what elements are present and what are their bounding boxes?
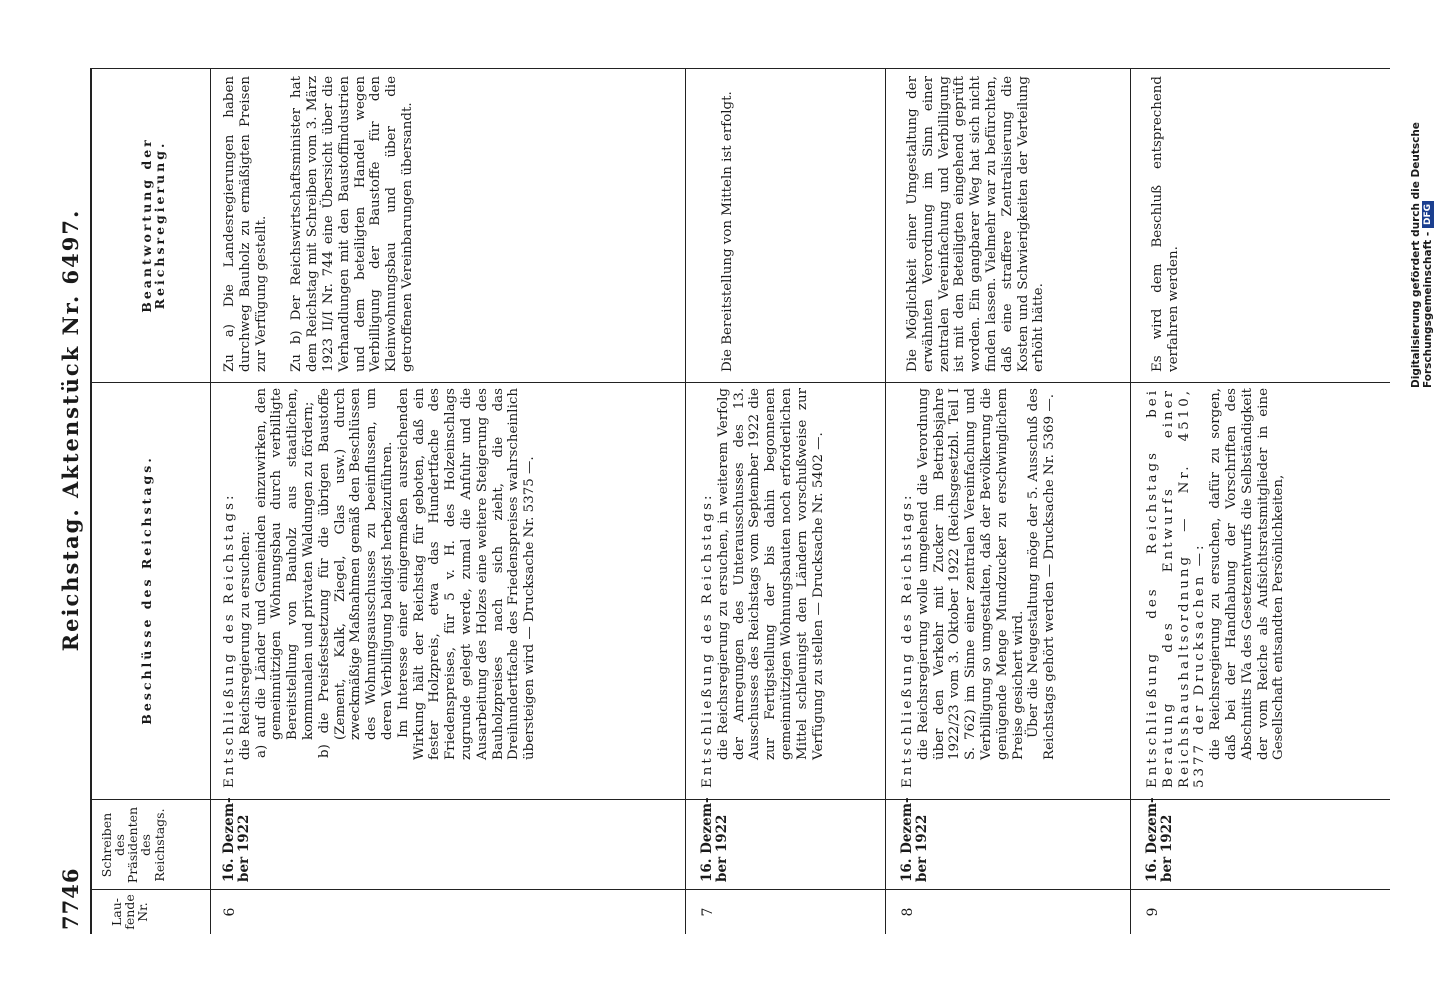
page-number: 7746 xyxy=(58,867,83,930)
table-right-rule xyxy=(90,68,1390,69)
resolution-lead: Entschließung des Reichstags: xyxy=(222,492,237,788)
government-answer: Die Möglichkeit einer Umgestaltung der erwähnten Verordnung im Sinn einer zentralen Vereinfachung und Verbilligung ist mit den Beteiligten eingehend geprüft worden. Ein gangbarer Weg hat sich nicht finden lassen. Vielmehr war zu befürchten, daß eine straffere Zentralisierung die Kosten und Schwierigkeiten der Verteilung erhöht hätte. xyxy=(905,76,1047,372)
row-date: 16. Dezem- ber 1922 xyxy=(699,797,730,882)
col-divider-1 xyxy=(90,889,1390,890)
government-answer xyxy=(222,76,436,372)
page-title: Reichstag. Aktenstück Nr. 6497. xyxy=(58,208,83,652)
col-divider-3 xyxy=(90,382,1390,383)
resolution-paragraph: Im Interesse einer einigermaßen ausreichenden Wirkung hält der Reichstag für geboten, daß ein fester Holzpreis, etwa das Hundertfache des Friedenspreises, für 5 v. H. des Holzeinschlags zugrunde gelegt werde, zumal die Anfuhr und die Ausarbeitung des Holzes eine weitere Steigerung des Bauholzpreises nach sich zieht, die das Dreihundertfache des Friedenspreises wahrscheinlich übersteigen wird — Drucksache Nr. 5375 —. xyxy=(395,388,538,760)
answer-paragraph: Zu a) Die Landesregierungen haben durchweg Bauholz zu ermäßigten Preisen zur Verfügung gestellt. xyxy=(222,76,269,372)
header-bottom-rule xyxy=(210,68,211,934)
row-divider xyxy=(885,68,886,934)
answer-paragraph: Zu b) Der Reichswirtschaftsminister hat dem Reichstag mit Schreiben vom 3. März 1923 II/I Nr. 744 eine Übersicht über die Verhandlungen mit den Baustoffindustrien und dem beteiligten Handel wegen Verbilligung der Baustoffe für den Kleinwohnungsbau und über die getroffenen Vereinbarungen übersandt. xyxy=(289,76,415,372)
resolution-lead: Entschließung des Reichstags: xyxy=(700,492,715,788)
resolution-item: b) die Preisfestsetzung für die übrigen Baustoffe (Zement, Kalk, Ziegel, Glas usw.) durch zweckmäßige Maßnahmen gemäß den Beschlüssen des Wohnungsausschusses zu beeinflussen, um deren Verbilligung baldigst herbeizuführen. xyxy=(316,388,395,758)
column-header-beantwortung: Beantwortung der Reichsregierung. xyxy=(139,137,168,313)
row-date: 16. Dezem- ber 1922 xyxy=(899,797,930,882)
resolution-text xyxy=(222,388,538,788)
resolution-text xyxy=(700,388,826,788)
resolution-text xyxy=(1145,388,1287,788)
resolution-item: a) auf die Länder und Gemeinden einzuwirken, den gemeinnützigen Wohnungsbau durch verbilligte Bereitstellung von Bauholz aus staatlichen, kommunalen und privaten Waldungen zu fördern; xyxy=(253,388,316,758)
table-top-rule xyxy=(90,68,92,934)
column-header-schreiben: Schreiben des Präsidenten des Reichstags. xyxy=(99,806,167,884)
digitization-stamp xyxy=(1410,8,1434,388)
row-date: 16. Dezem- ber 1922 xyxy=(221,797,252,882)
col-divider-2 xyxy=(90,799,1390,800)
resolution-lead: Entschließung des Reichstags bei Beratung des Entwurfs einer Reichshaushaltsordnung — Nr. 4510, 5377 der Drucksachen —: xyxy=(1145,388,1208,788)
resolution-body: die Reichsregierung zu ersuchen, in weiterem Verfolg der Anregungen des Unterausschusses des 13. Ausschusses des Reichstags vom September 1922 die zur Fertigstellung der bis dahin begonnenen gemeinnützigen Wohnungsbauten noch erforderlichen Mittel schleunigst den Ländern vorschußweise zur Verfügung zu stellen — Drucksache Nr. 5402 —. xyxy=(715,388,826,760)
dfg-logo: DFG xyxy=(1422,201,1434,228)
column-header-beschluesse: Beschlüsse des Reichstags. xyxy=(139,455,154,725)
row-number: 8 xyxy=(900,907,916,917)
resolution-lead: Entschließung des Reichstags: xyxy=(900,492,915,788)
column-header-lfd: Lau- fende Nr. xyxy=(109,894,151,930)
row-divider xyxy=(1130,68,1131,934)
row-number: 7 xyxy=(700,907,716,917)
resolution-body: die Reichsregierung wolle umgehend die Verordnung über den Verkehr mit Zucker im Betriebsjahre 1922/23 vom 3. Oktober 1922 (Reichsgesetzbl. Teil I S. 762) im Sinne einer zentralen Vereinfachung und Verbilligung so umgestalten, daß der Bevölkerung die genügende Menge Mundzucker zu erschwinglichem Preise gesichert wird. xyxy=(915,388,1026,760)
resolution-intro: die Reichsregierung zu ersuchen: xyxy=(237,531,253,760)
government-answer: Die Bereitstellung von Mitteln ist erfolgt. xyxy=(720,91,735,372)
row-number: 9 xyxy=(1145,907,1161,917)
row-number: 6 xyxy=(222,907,238,917)
resolution-paragraph: Über die Neugestaltung möge der 5. Ausschuß des Reichstags gehört werden — Drucksache Nr. 5369 —. xyxy=(1026,388,1058,760)
resolution-body: die Reichsregierung zu ersuchen, dafür zu sorgen, daß bei der Handhabung der Vorschriften des Abschnitts IVa des Gesetzentwurfs die Selbständigkeit der vom Reiche als Aufsichtsratsmitglieder in eine Gesellschaft entsandten Persönlichkeiten, xyxy=(1208,388,1287,760)
resolution-text xyxy=(900,388,1058,788)
row-divider xyxy=(685,68,686,934)
row-date: 16. Dezem- ber 1922 xyxy=(1144,797,1175,882)
stamp-text: Digitalisierung gefördert durch die Deutsche Forschungsgemeinschaft - xyxy=(1410,122,1434,388)
government-answer: Es wird dem Beschluß entsprechend verfahren werden. xyxy=(1150,76,1181,372)
